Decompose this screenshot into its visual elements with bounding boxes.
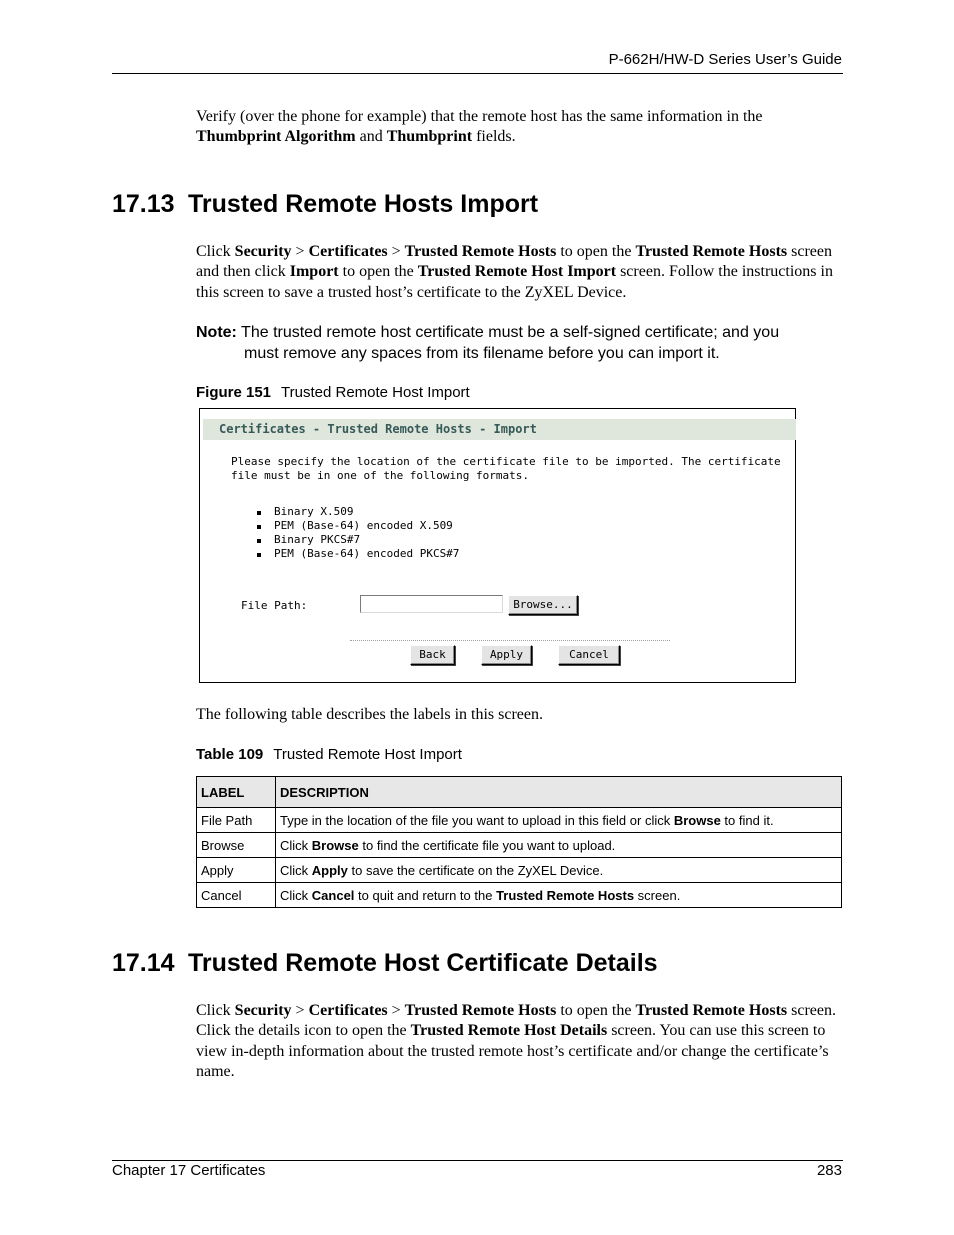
bold-text: Cancel [311, 887, 355, 903]
note-text: must remove any spaces from its filename before you can import it. [244, 344, 720, 362]
intro-paragraph [196, 107, 844, 148]
section-number: 17.13 [112, 190, 175, 218]
text: to quit and return to the [354, 887, 497, 903]
table-row [197, 858, 842, 883]
text: screen. [634, 887, 681, 903]
section-heading-17-14 [112, 949, 658, 978]
table-row [197, 883, 842, 908]
bold-text: Trusted Remote Hosts [635, 243, 788, 260]
bullet-icon [257, 553, 261, 557]
bold-text: Trusted Remote Host Import [417, 263, 617, 281]
text: Click [196, 1002, 235, 1019]
table-title: Trusted Remote Host Import [273, 746, 462, 763]
screen-title-bar: Certificates - Trusted Remote Hosts - Import [203, 419, 796, 440]
figure-title: Trusted Remote Host Import [281, 384, 470, 401]
table-label: Table 109 [196, 746, 264, 763]
text: Click [280, 862, 312, 878]
text: > [387, 1002, 405, 1019]
text: to open the [338, 263, 418, 281]
list-item [253, 547, 459, 561]
table-intro: The following table describes the labels in this screen. [196, 706, 544, 723]
description-cell [276, 858, 842, 883]
bold-text: Trusted Remote Hosts [635, 1002, 788, 1019]
text: to find it. [720, 812, 774, 828]
page-number: 283 [816, 1162, 842, 1179]
bold-text: Thumbprint Algorithm [196, 128, 356, 146]
bold-text: Trusted Remote Hosts [404, 243, 557, 260]
text: screen. Click the details icon to open the [196, 1002, 836, 1040]
text: > [387, 243, 405, 260]
list-item [253, 519, 459, 533]
table-caption [196, 746, 462, 763]
text: to save the certificate on the ZyXEL Device. [347, 862, 604, 878]
section-number: 17.14 [112, 949, 175, 977]
text: to open the [556, 1002, 636, 1019]
file-path-label: File Path: [241, 599, 308, 612]
note-block [196, 323, 844, 364]
text: screen and then click [196, 243, 832, 281]
label-cell: Cancel [197, 883, 276, 908]
cancel-button[interactable]: Cancel [558, 645, 620, 665]
column-header: DESCRIPTION [276, 777, 842, 808]
back-button[interactable]: Back [410, 645, 455, 665]
section-title: Trusted Remote Host Certificate Details [188, 949, 658, 977]
table-header-row [197, 777, 842, 808]
text: > [291, 243, 309, 260]
bold-text: Certificates [308, 243, 388, 260]
text: Type in the location of the file you want to upload in this field or click [280, 812, 674, 828]
label-cell: Apply [197, 858, 276, 883]
bold-text: Security [234, 1002, 292, 1019]
footer-rule [112, 1160, 843, 1161]
bold-text: Browse [311, 837, 359, 853]
header-rule [112, 73, 843, 74]
description-cell [276, 808, 842, 833]
bold-text: Browse [673, 812, 721, 828]
column-header: LABEL [197, 777, 276, 808]
text: > [291, 1002, 309, 1019]
divider [350, 640, 670, 641]
format-name: PEM (Base-64) encoded X.509 [274, 519, 453, 532]
import-screen [199, 408, 796, 683]
format-list [253, 505, 459, 561]
format-name: Binary PKCS#7 [274, 533, 361, 546]
description-cell [276, 833, 842, 858]
format-name: PEM (Base-64) encoded PKCS#7 [274, 547, 460, 560]
text: and [355, 128, 387, 146]
figure-label: Figure 151 [196, 384, 272, 401]
table-row [197, 833, 842, 858]
section-heading-17-13 [112, 190, 538, 219]
text: screen. Follow the instructions in this screen to save a trusted host’s certificate to the ZyXEL Device. [196, 263, 833, 301]
label-cell: Browse [197, 833, 276, 858]
note-text: The trusted remote host certificate must be a self-signed certificate; and you [236, 324, 780, 341]
bold-text: Security [234, 243, 292, 260]
section-title: Trusted Remote Hosts Import [188, 190, 539, 218]
section-17-14-paragraph [196, 1001, 844, 1082]
bold-text: Apply [311, 862, 348, 878]
bold-text: Certificates [308, 1002, 388, 1019]
running-header: P-662H/HW-D Series User’s Guide [608, 51, 842, 68]
description-cell [276, 883, 842, 908]
text: fields. [472, 128, 516, 146]
text: to find the certificate file you want to upload. [358, 837, 616, 853]
bold-text: Import [289, 263, 339, 281]
text: screen. You can use this screen to view in-depth information about the trusted remote host’s certificate and/or change the certificate’s name. [196, 1022, 829, 1080]
text: Click [280, 837, 312, 853]
text: to open the [556, 243, 636, 260]
format-name: Binary X.509 [274, 505, 354, 518]
bold-text: Trusted Remote Hosts [404, 1002, 557, 1019]
bold-text: Trusted Remote Host Details [410, 1022, 608, 1040]
bullet-icon [257, 539, 261, 543]
label-cell: File Path [197, 808, 276, 833]
section-17-13-paragraph [196, 242, 844, 303]
chapter-footer: Chapter 17 Certificates [112, 1162, 266, 1179]
browse-button[interactable]: Browse... [508, 595, 578, 615]
table-row [197, 808, 842, 833]
bold-text: Thumbprint [386, 128, 473, 146]
list-item [253, 533, 459, 547]
apply-button[interactable]: Apply [481, 645, 532, 665]
file-path-input[interactable] [360, 595, 503, 613]
description-table [196, 776, 842, 908]
text: Verify (over the phone for example) that the remote host has the same information in the [196, 108, 763, 125]
text: Click [196, 243, 235, 260]
screen-instructions: Please specify the location of the certificate file to be imported. The certificate file must be in one of the following formats. [231, 455, 781, 482]
figure-caption [196, 384, 470, 401]
text: Click [280, 887, 312, 903]
bullet-icon [257, 511, 261, 515]
list-item [253, 505, 459, 519]
note-label: Note: [196, 324, 237, 341]
bullet-icon [257, 525, 261, 529]
bold-text: Trusted Remote Hosts [496, 887, 635, 903]
